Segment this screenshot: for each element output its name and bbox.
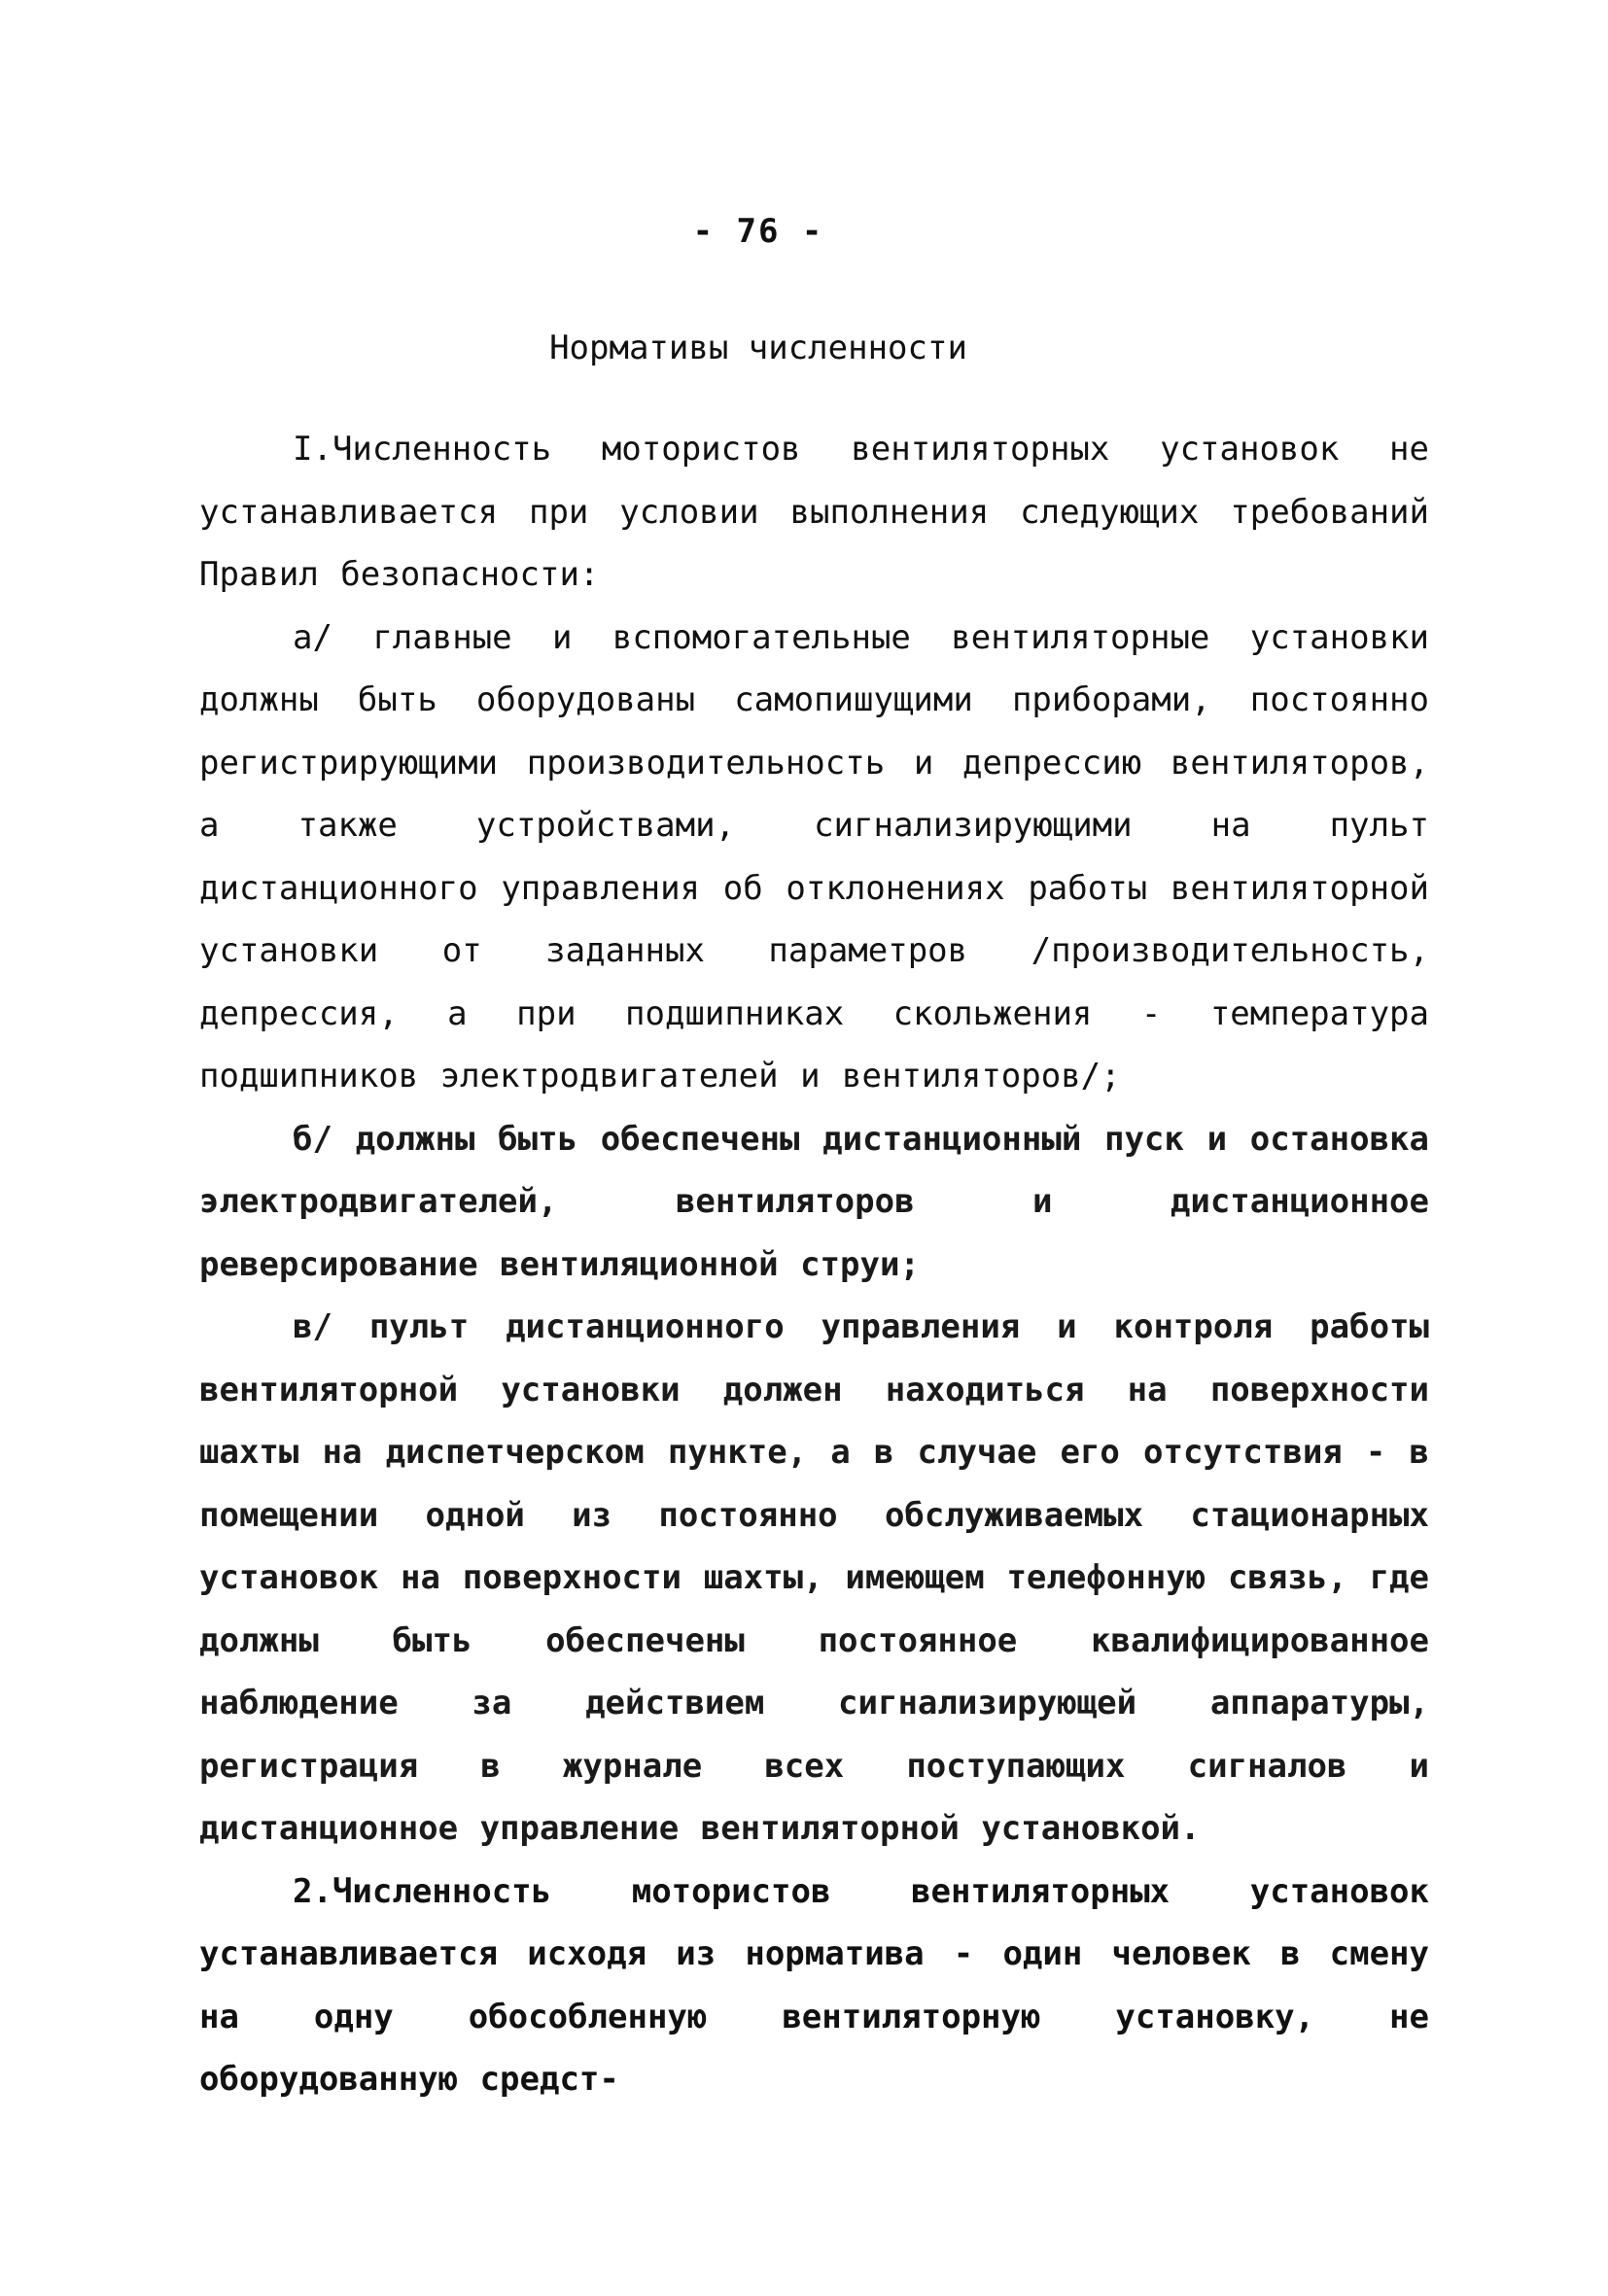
document-body bbox=[199, 418, 1429, 2111]
paragraph-2: 2.Численность мотористов вентиляторных установок устанавливается исходя из норматива - один человек в смену на одну обособленную вентиляторную установку, не оборудованную средст- bbox=[199, 1871, 1429, 2099]
section-heading: Нормативы численности bbox=[549, 329, 967, 367]
page-number: - 76 - bbox=[692, 212, 824, 251]
paragraph-item-b: б/ должны быть обеспечены дистанционный пуск и остановка электродвигателей, вентиляторов и дистанционное реверсирование вентиляционной струи; bbox=[199, 1119, 1429, 1284]
paragraph-1: I.Численность мотористов вентиляторных установок не устанавливается при условии выполнения следующих требований Правил безопасности: bbox=[199, 430, 1429, 594]
paragraph-item-a: а/ главные и вспомогательные вентиляторные установки должны быть оборудованы самопишущими приборами, постоянно регистрирующими производительность и депрессию вентиляторов, а также устройствами, сигнализирующими на пульт дистанционного управления об отклонениях работы вентиляторной установки от заданных параметров /производительность, депрессия, а при подшипниках скольжения - температура подшипников электродвигателей и вентиляторов/; bbox=[199, 617, 1429, 1096]
paragraph-item-v: в/ пульт дистанционного управления и контроля работы вентиляторной установки должен находиться на поверхности шахты на диспетчерском пункте, а в случае его отсутствия - в помещении одной из постоянно обслуживаемых стационарных установок на поверхности шахты, имеющем телефонную связь, где должны быть обеспечены постоянное квалифицированное наблюдение за действием сигнализирующей аппаратуры, регистрация в журнале всех поступающих сигналов и дистанционное управление вентиляторной установкой. bbox=[199, 1307, 1429, 1848]
